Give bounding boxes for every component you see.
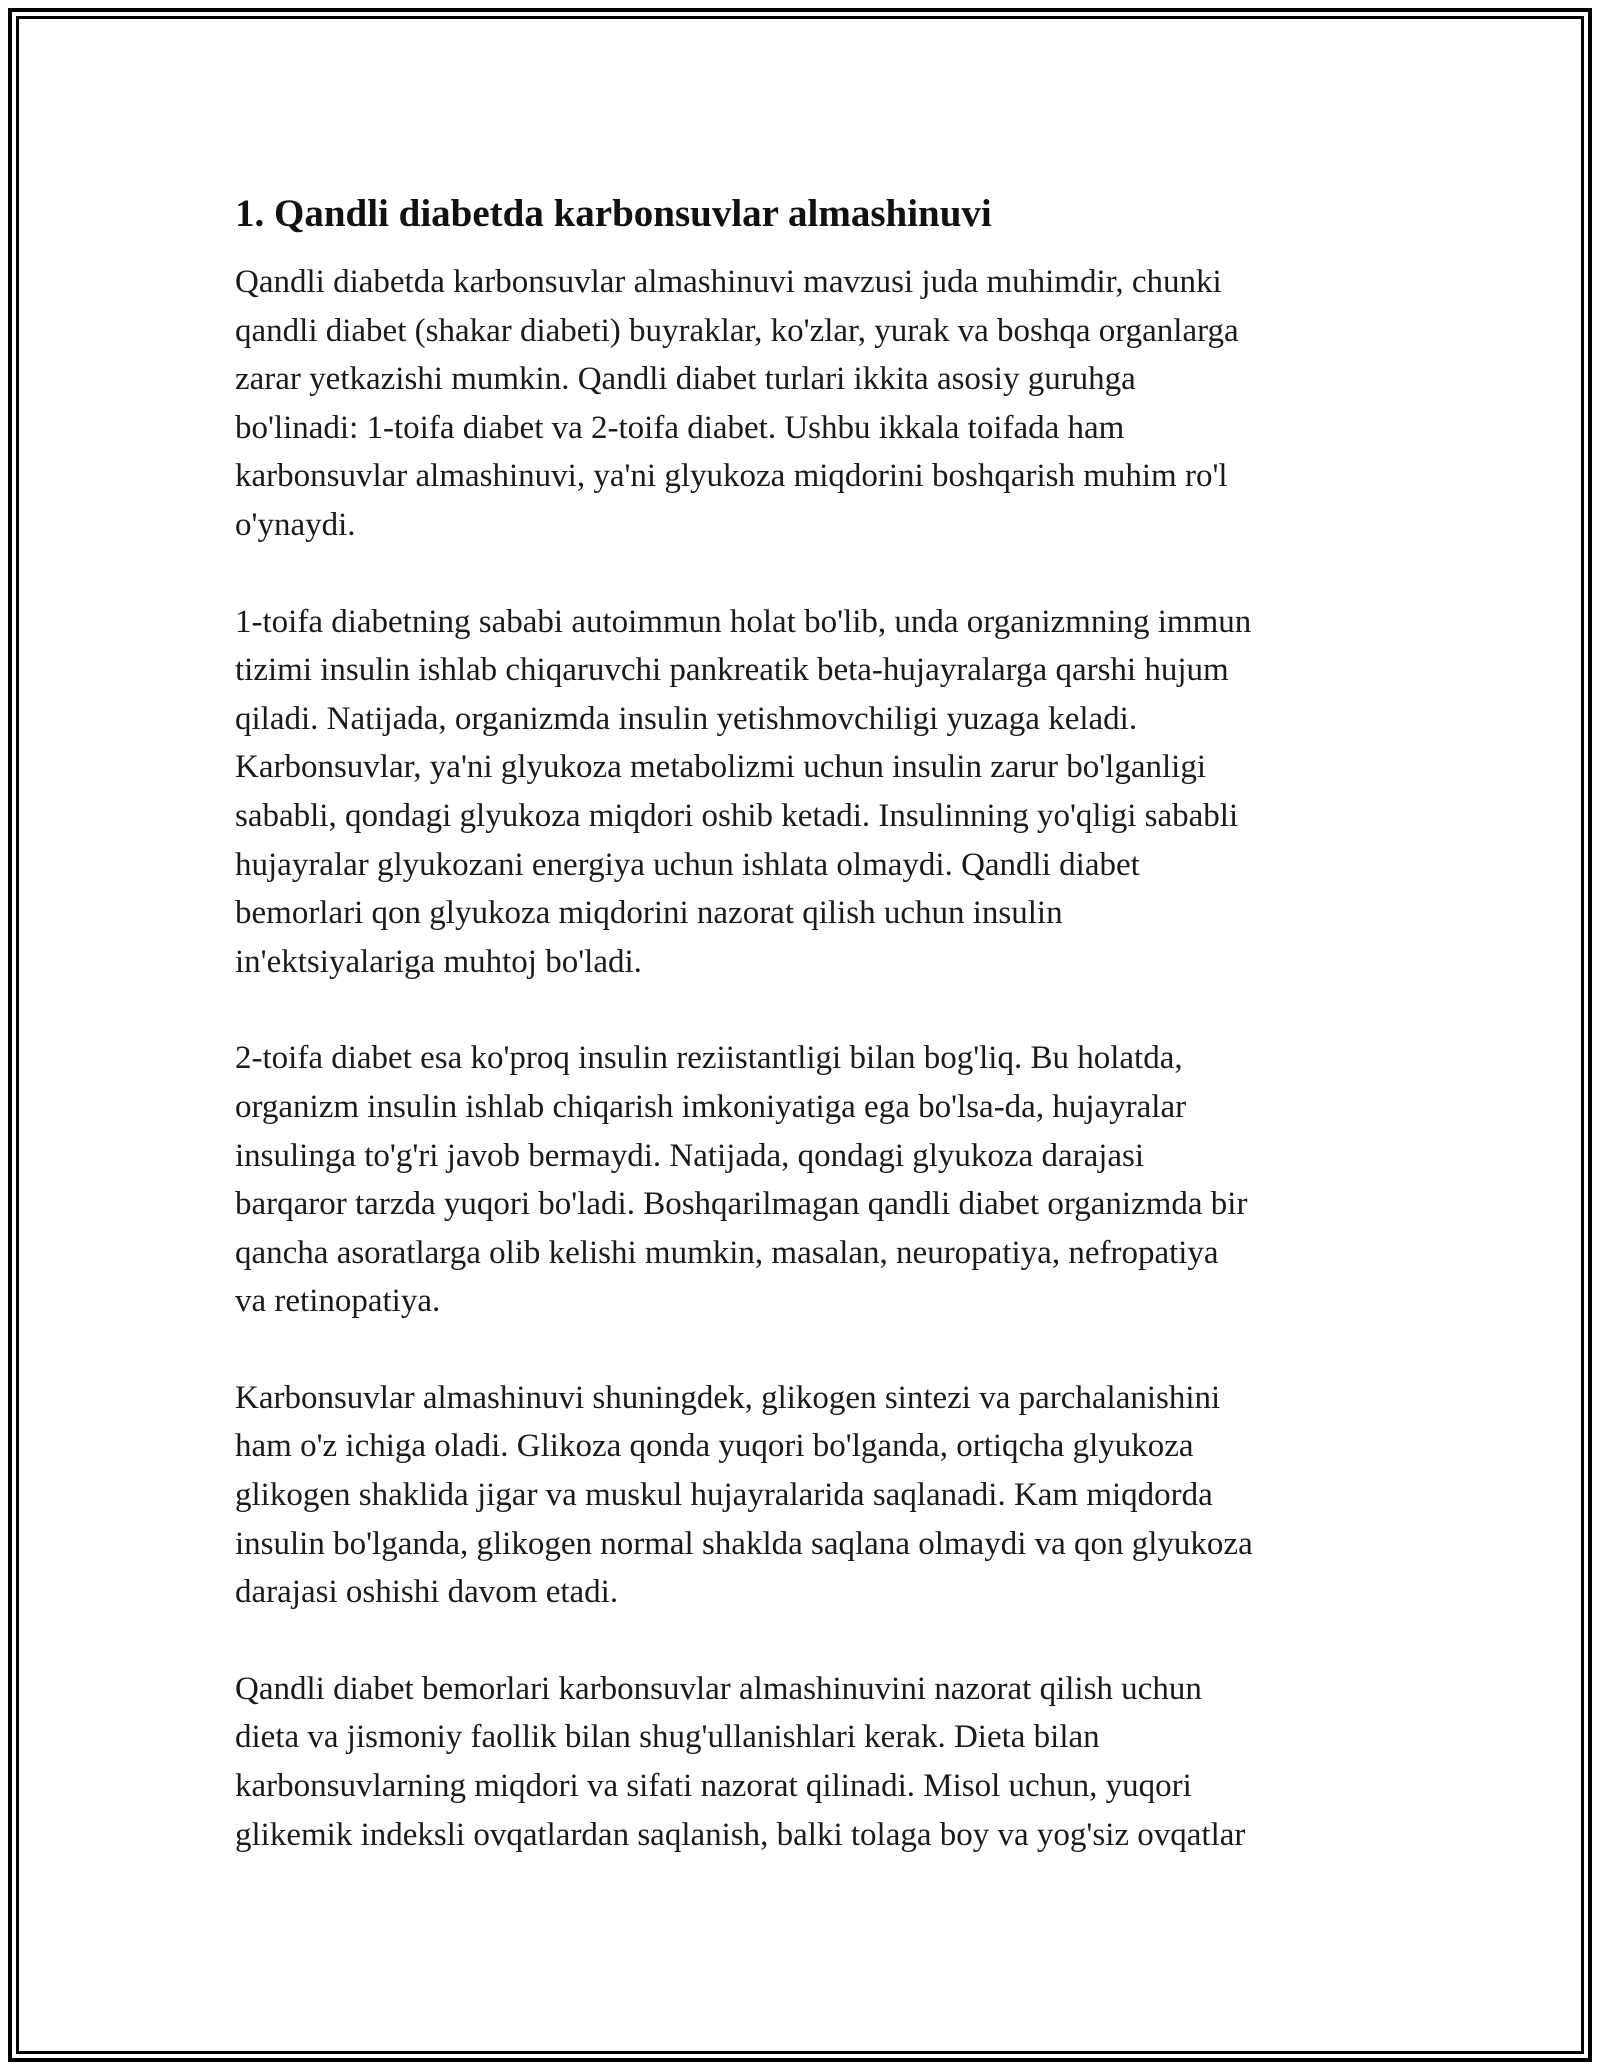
section-heading: 1. Qandli diabetda karbonsuvlar almashinuvi [235,192,992,235]
document-body [235,186,1375,1859]
paragraph-glycogen: Karbonsuvlar almashinuvi shuningdek, glikogen sintezi va parchalanishini ham o'z ichiga oladi. Glikoza qonda yuqori bo'lganda, ortiqcha glyukoza glikogen shaklida jigar va muskul hujayralarida saqlanadi. Kam miqdorda insulin bo'lganda, glikogen normal shaklda saqlana olmaydi va qon glyukoza darajasi oshishi davom etadi. [235,1379,1253,1611]
paragraph-type-1-diabetes: 1-toifa diabetning sababi autoimmun holat bo'lib, unda organizmning immun tizimi insulin ishlab chiqaruvchi pankreatik beta-hujayralarga qarshi hujum qiladi. Natijada, organizmda insulin yetishmovchiligi yuzaga keladi. Karbonsuvlar, ya'ni glyukoza metabolizmi uchun insulin zarur bo'lganligi sababli, qondagi glyukoza miqdori oshib ketadi. Insulinning yo'qligi sababli hujayralar glyukozani energiya uchun ishlata olmaydi. Qandli diabet bemorlari qon glyukoza miqdorini nazorat qilish uchun insulin in'ektsiyalariga muhtoj bo'ladi. [235,603,1252,980]
paragraph-intro: Qandli diabetda karbonsuvlar almashinuvi mavzusi juda muhimdir, chunki qandli diabet (shakar diabeti) buyraklar, ko'zlar, yurak va boshqa organlarga zarar yetkazishi mumkin. Qandli diabet turlari ikkita asosiy guruhga bo'linadi: 1-toifa diabet va 2-toifa diabet. Ushbu ikkala toifada ham karbonsuvlar almashinuvi, ya'ni glyukoza miqdorini boshqarish muhim ro'l o'ynaydi. [235,264,1239,543]
paragraph-type-2-diabetes: 2-toifa diabet esa ko'proq insulin reziistantligi bilan bog'liq. Bu holatda, organizm insulin ishlab chiqarish imkoniyatiga ega bo'lsa-da, hujayralar insulinga to'g'ri javob bermaydi. Natijada, qondagi glyukoza darajasi barqaror tarzda yuqori bo'ladi. Boshqarilmagan qandli diabet organizmda bir qancha asoratlarga olib kelishi mumkin, masalan, neuropatiya, nefropatiya va retinopatiya. [235,1040,1248,1320]
paragraph-diet-control: Qandli diabet bemorlari karbonsuvlar almashinuvini nazorat qilish uchun dieta va jismoniy faollik bilan shug'ullanishlari kerak. Dieta bilan karbonsuvlarning miqdori va sifati nazorat qilinadi. Misol uchun, yuqori glikemik indeksli ovqatlardan saqlanish, balki tolaga boy va yog'siz ovqatlar [235,1670,1246,1853]
